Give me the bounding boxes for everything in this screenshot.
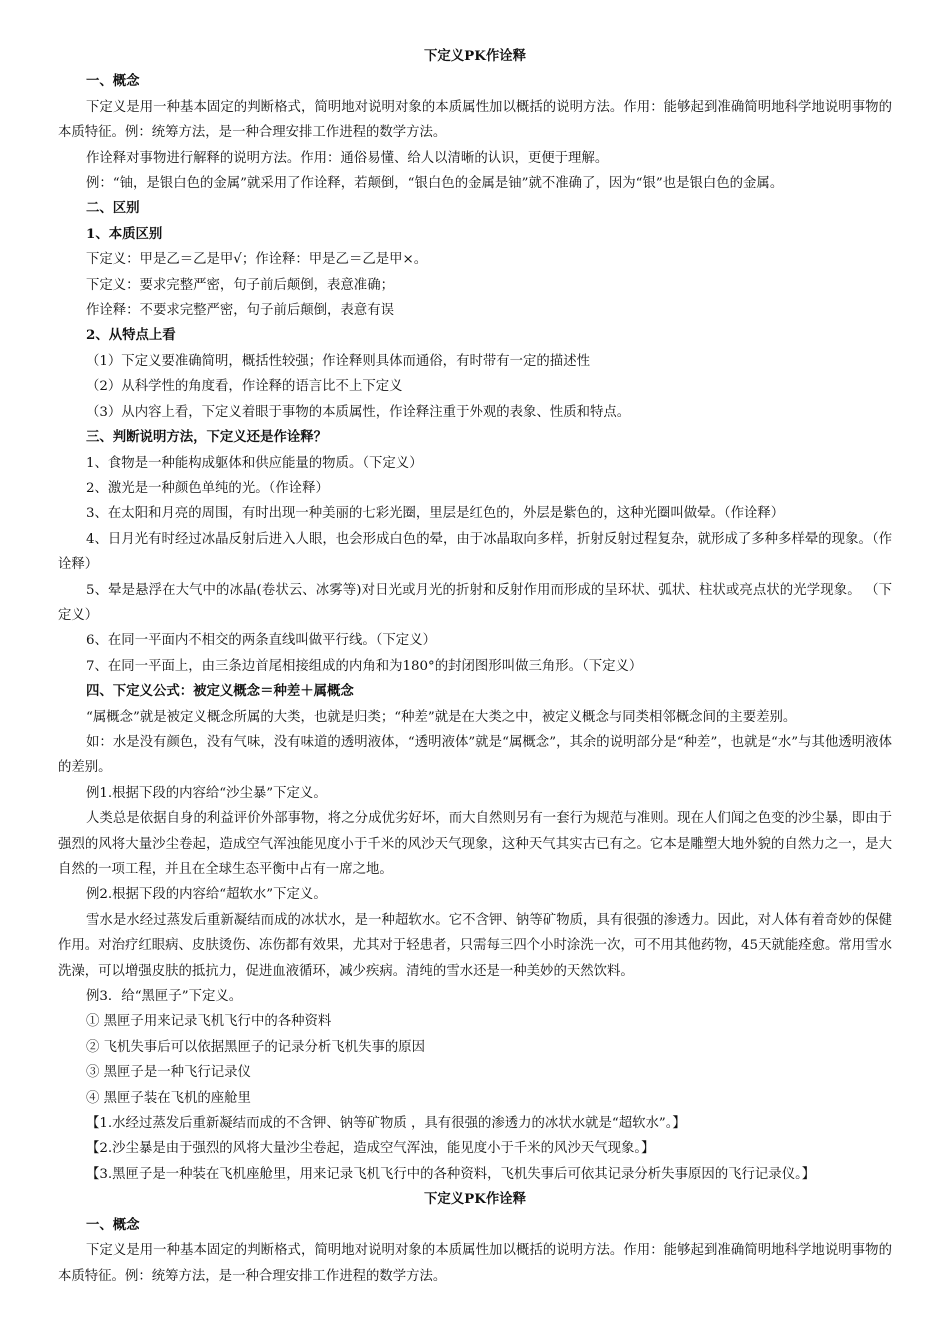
difference-line: 下定义：甲是乙＝乙是甲√；作诠释：甲是乙＝乙是甲×。 <box>86 252 428 268</box>
list-item: ③ 黑匣子是一种飞行记录仪 <box>86 1065 251 1081</box>
section-heading-judge: 三、判断说明方法，下定义还是作诠释？ <box>86 429 328 446</box>
answer-line: 【3.黑匣子是一种装在飞机座舱里，用来记录飞机飞行中的各种资料，飞机失事后可依其记录分析失事原因的飞行记录仪。】 <box>86 1166 816 1182</box>
example-prompt: 例3．给“黑匣子”下定义。 <box>86 989 243 1005</box>
subheading-features: 2、从特点上看 <box>86 327 176 344</box>
example-passage: 雪水是水经过蒸发后重新凝结而成的冰状水，是一种超软水。它不含钾、钠等矿物质，具有很强的渗透力。因此，对人体有着奇妙的保健作用。对治疗红眼病、皮肤烫伤、冻伤都有效果，尤其对于轻患者，只需每三四个小时涂洗一次，可不用其他药物，45天就能痊愈。常用雪水洗澡，可以增强皮肤的抵抗力，促进血液循环，减少疾病。清纯的雪水还是一种美妙的天然饮料。 <box>58 912 892 979</box>
paragraph-definition-repeat: 下定义是用一种基本固定的判断格式，简明地对说明对象的本质属性加以概括的说明方法。作用：能够起到准确简明地科学地说明事物的本质特征。例：统筹方法，是一种合理安排工作进程的数学方法。 <box>58 1243 892 1284</box>
paragraph-water-example: 如：水是没有颜色，没有气味，没有味道的透明液体，“透明液体”就是“属概念”，其余的说明部分是“种差”，也就是“水”与其他透明液体的差别。 <box>58 734 892 776</box>
difference-line: 下定义：要求完整严密，句子前后颠倒，表意准确； <box>86 277 394 293</box>
paragraph-definition: 下定义是用一种基本固定的判断格式，简明地对说明对象的本质属性加以概括的说明方法。作用：能够起到准确简明地科学地说明事物的本质特征。例：统筹方法，是一种合理安排工作进程的数学方法。 <box>58 99 892 141</box>
list-item: ① 黑匣子用来记录飞机飞行中的各种资料 <box>86 1014 332 1030</box>
section-heading-formula: 四、下定义公式：被定义概念＝种差＋属概念 <box>86 683 354 700</box>
feature-line: （3）从内容上看，下定义着眼于事物的本质属性，作诠释注重于外观的表象、性质和特点。 <box>86 404 631 420</box>
section-heading-concept-repeat: 一、概念 <box>86 1216 140 1233</box>
feature-line: （1）下定义要准确简明，概括性较强；作诠释则具体而通俗，有时带有一定的描述性 <box>86 353 590 369</box>
question-item: 4、日月光有时经过冰晶反射后进入人眼，也会形成白色的晕，由于冰晶取向多样，折射反射过程复杂，就形成了多种多样晕的现象。（作诠释） <box>58 531 892 573</box>
feature-line: （2）从科学性的角度看，作诠释的语言比不上下定义 <box>86 379 403 395</box>
example-passage: 人类总是依据自身的利益评价外部事物，将之分成优劣好坏，而大自然则另有一套行为规范与准则。现在人们闻之色变的沙尘暴，即由于强烈的风将大量沙尘卷起，造成空气浑浊能见度小于千米的风沙天气现象，这种天气其实古已有之。它本是雕塑大地外貌的自然力之一，是大自然的一项工程，并且在全球生态平衡中占有一席之地。 <box>58 811 892 877</box>
example-prompt: 例2.根据下段的内容给“超软水”下定义。 <box>86 887 327 903</box>
question-item: 1、食物是一种能构成躯体和供应能量的物质。（下定义） <box>86 455 423 471</box>
difference-line: 作诠释：不要求完整严密，句子前后颠倒，表意有误 <box>86 303 394 319</box>
paragraph-interpretation: 作诠释对事物进行解释的说明方法。作用：通俗易懂、给人以清晰的认识，更便于理解。 <box>86 150 609 166</box>
question-item: 2、激光是一种颜色单纯的光。（作诠释） <box>86 480 329 496</box>
example-prompt: 例1.根据下段的内容给“沙尘暴”下定义。 <box>86 785 327 801</box>
question-item: 7、在同一平面上，由三条边首尾相接组成的内角和为180°的封闭图形叫做三角形。（下定义） <box>86 658 643 674</box>
subheading-essential-difference: 1、本质区别 <box>86 225 163 242</box>
answer-line: 【1.水经过蒸发后重新凝结而成的不含钾、钠等矿物质 ，具有很强的渗透力的冰状水就是“超软水”。】 <box>86 1116 686 1132</box>
question-item: 6、在同一平面内不相交的两条直线叫做平行线。（下定义） <box>86 633 436 649</box>
list-item: ② 飞机失事后可以依据黑匣子的记录分析飞机失事的原因 <box>86 1039 426 1055</box>
question-item: 5、晕是悬浮在大气中的冰晶(卷状云、冰雾等)对日光或月光的折射和反射作用而形成的呈环状、弧状、柱状或亮点状的光学现象。 （下定义） <box>58 582 892 623</box>
list-item: ④ 黑匣子装在飞机的座舱里 <box>86 1090 251 1106</box>
document-title: 下定义PK作诠释 <box>423 48 527 64</box>
document-title-repeat: 下定义PK作诠释 <box>423 1191 527 1208</box>
section-heading-difference: 二、区别 <box>86 200 140 217</box>
paragraph-genus-concept: “属概念”就是被定义概念所属的大类，也就是归类；“种差”就是在大类之中，被定义概念与同类相邻概念间的主要差别。 <box>86 709 797 725</box>
paragraph-example-uranium: 例：“铀，是银白色的金属”就采用了作诠释，若颠倒，“银白色的金属是铀”就不准确了，因为“银”也是银白色的金属。 <box>86 176 784 192</box>
answer-line: 【2.沙尘暴是由于强烈的风将大量沙尘卷起，造成空气浑浊，能见度小于千米的风沙天气现象。】 <box>86 1141 655 1157</box>
question-item: 3、在太阳和月亮的周围，有时出现一种美丽的七彩光圈，里层是红色的，外层是紫色的，这种光圈叫做晕。（作诠释） <box>86 506 785 522</box>
section-heading-concept: 一、概念 <box>86 73 140 90</box>
